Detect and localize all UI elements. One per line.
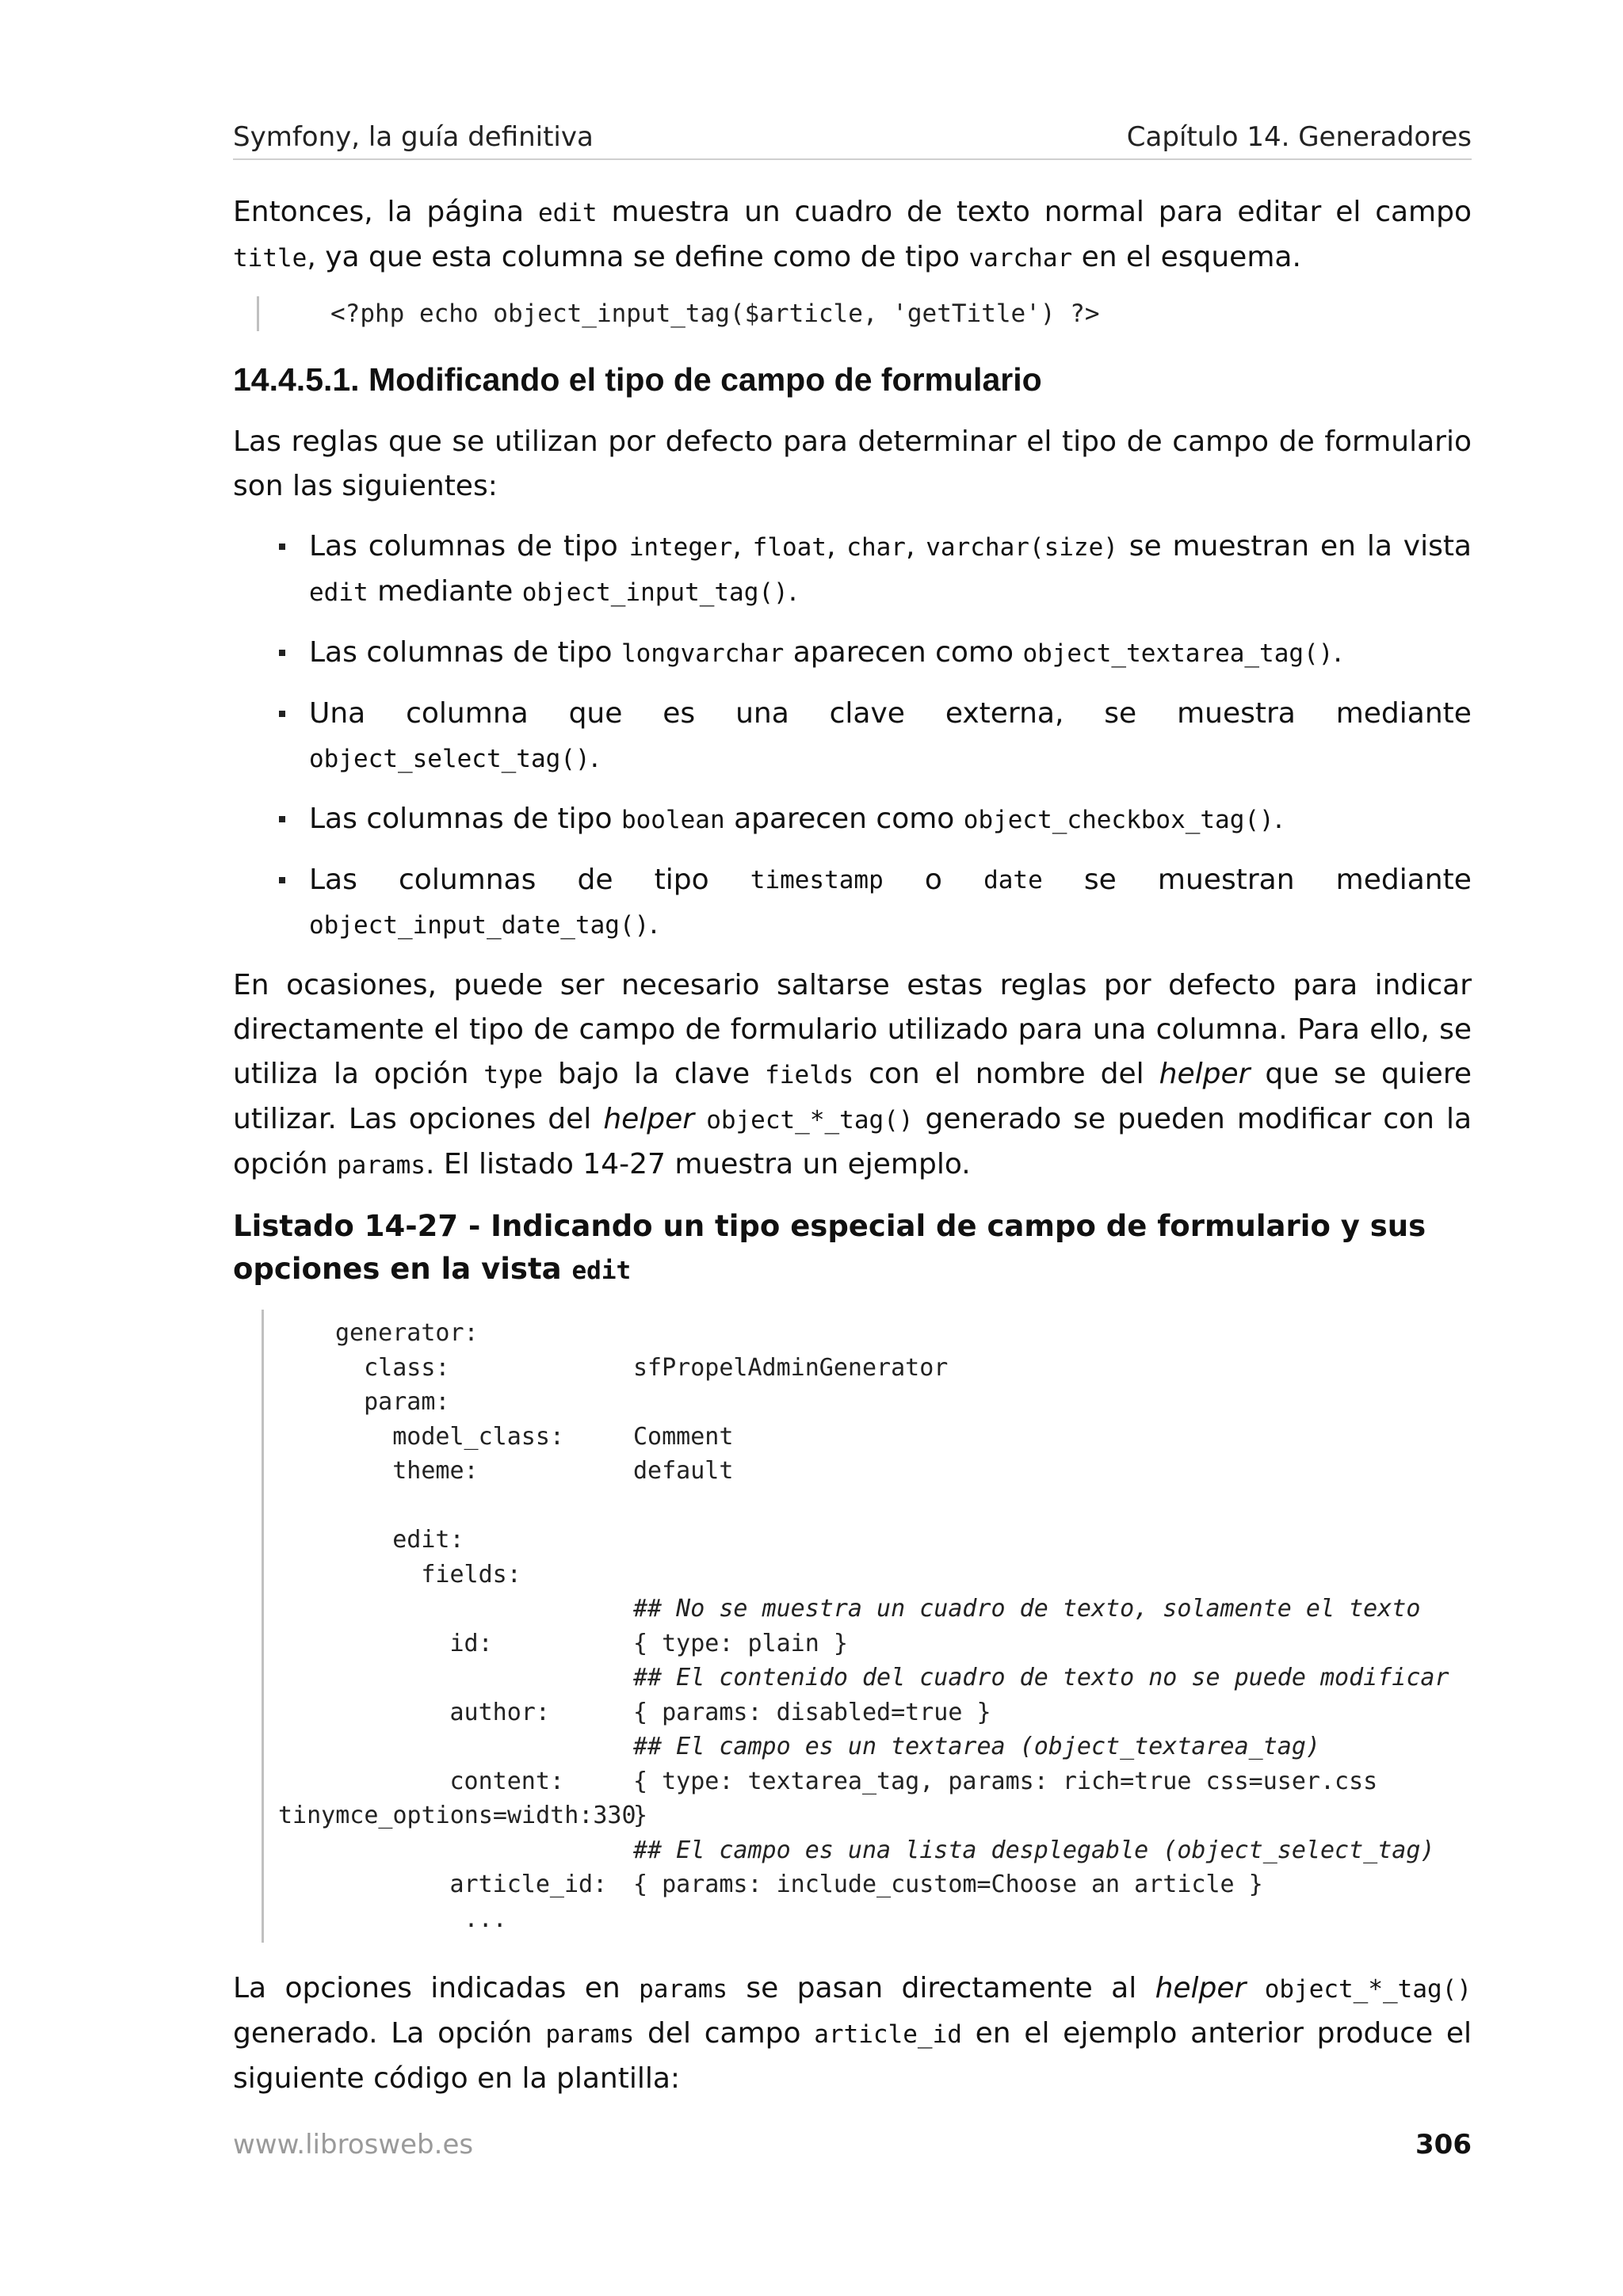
listing-caption: Listado 14-27 - Indicando un tipo especial de campo de formulario y sus opciones en la vista edit bbox=[233, 1209, 1426, 1286]
code-line: fields: bbox=[335, 1560, 521, 1589]
book-title: Symfony, la guía definitiva bbox=[233, 121, 594, 153]
intro-paragraph: Entonces, la página edit muestra un cuadro de texto normal para editar el campo title, ya que esta columna se define como de tipo varchar en el esquema. bbox=[233, 196, 1472, 273]
page-footer bbox=[233, 2125, 1472, 2164]
section-heading: 14.4.5.1. Modificando el tipo de campo de formulario bbox=[233, 361, 1042, 398]
code-line bbox=[264, 1489, 1472, 1524]
code-line: theme: default bbox=[335, 1457, 734, 1485]
rules-intro-paragraph: Las reglas que se utilizan por defecto para determinar el tipo de campo de formulario son las siguientes: bbox=[233, 425, 1472, 502]
code-line: class: sfPropelAdminGenerator bbox=[335, 1353, 949, 1382]
code-comment-line: ## El campo es un textarea (object_textarea_tag) bbox=[633, 1733, 1320, 1760]
code-comment-line: ## No se muestra un cuadro de texto, solamente el texto bbox=[633, 1595, 1421, 1623]
code-comment-line: ## El campo es una lista desplegable (object_select_tag) bbox=[633, 1836, 1435, 1864]
list-item: Las columnas de tipo longvarchar aparecen como object_textarea_tag(). bbox=[309, 631, 1472, 676]
list-item: Las columnas de tipo timestamp o date se muestran mediante object_input_date_tag(). bbox=[309, 858, 1472, 948]
code-listing bbox=[262, 1310, 1472, 1943]
code-line: model_class: Comment bbox=[335, 1422, 734, 1451]
code-line: tinymce_options=width:330 } bbox=[278, 1802, 648, 1829]
running-header bbox=[233, 119, 1472, 160]
code-line: ... bbox=[335, 1905, 507, 1933]
footer-website: www.librosweb.es bbox=[233, 2129, 474, 2161]
page-number: 306 bbox=[1415, 2129, 1472, 2161]
options-paragraph: En ocasiones, puede ser necesario saltarse estas reglas por defecto para indicar directamente el tipo de campo de formulario utilizado para una columna. Para ello, se utiliza la opción type bajo la clave fields con el nombre del helper que se quiere utilizar. Las opciones del helper object_*_tag() generado se pueden modificar con la opción params. El listado 14-27 muestra un ejemplo. bbox=[233, 969, 1472, 1180]
code-line: author: { params: disabled=true } bbox=[335, 1698, 991, 1726]
code-comment-line: ## El contenido del cuadro de texto no se puede modificar bbox=[633, 1664, 1449, 1691]
code-line: article_id: { params: include_custom=Choose an article } bbox=[335, 1871, 1263, 1898]
code-line: content: { type: textarea_tag, params: rich=true css=user.css bbox=[335, 1767, 1378, 1795]
code-line: generator: bbox=[335, 1319, 479, 1347]
chapter-title: Capítulo 14. Generadores bbox=[1126, 121, 1472, 153]
code-line: param: bbox=[335, 1388, 450, 1416]
list-item: Una columna que es una clave externa, se muestra mediante object_select_tag(). bbox=[309, 692, 1472, 781]
code-line: id: { type: plain } bbox=[335, 1629, 848, 1657]
php-code-snippet: <?php echo object_input_tag($article, 'getTitle') ?> bbox=[257, 296, 1472, 331]
rules-list bbox=[233, 524, 1472, 948]
closing-paragraph: La opciones indicadas en params se pasan directamente al helper object_*_tag() generado. La opción params del campo article_id en el ejemplo anterior produce el siguiente código en la plantilla: bbox=[233, 1972, 1472, 2095]
list-item: Las columnas de tipo boolean aparecen como object_checkbox_tag(). bbox=[309, 797, 1472, 842]
code-line: edit: bbox=[335, 1526, 464, 1554]
page-content bbox=[233, 190, 1472, 2117]
list-item: Las columnas de tipo integer, float, char, varchar(size) se muestran en la vista edit mediante object_input_tag(). bbox=[309, 524, 1472, 615]
